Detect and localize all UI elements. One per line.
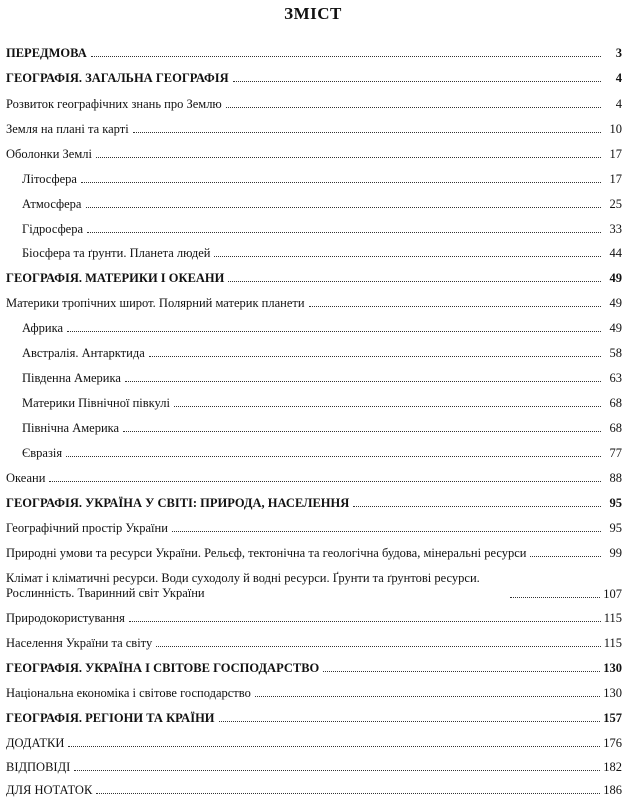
toc-entry (6, 571, 622, 601)
toc-entry-label: Материки тропічних широт. Полярний материк планети (6, 296, 305, 310)
dot-leader (133, 131, 601, 133)
toc-entry-label: Розвиток географічних знань про Землю (6, 97, 222, 111)
toc-entry-label: Євразія (22, 446, 63, 460)
toc-entry (6, 471, 622, 485)
toc-entry-label: Природні умови та ресурси України. Рельєф, тектонічна та геологічна будова, мінеральні ресурси (6, 546, 527, 560)
toc-entry (22, 172, 622, 186)
toc-entry-label: ГЕОГРАФІЯ. ЗАГАЛЬНА ГЕОГРАФІЯ (6, 71, 229, 85)
toc-entry-page: 130 (603, 661, 622, 675)
dot-leader (125, 380, 601, 382)
toc-entry (6, 122, 622, 136)
dot-leader (530, 555, 601, 557)
dot-leader (219, 720, 601, 722)
toc-entry-label: Географічний простір України (6, 521, 168, 535)
toc-entry-page: 25 (609, 197, 622, 211)
toc-entry (6, 711, 622, 725)
dot-leader (228, 280, 601, 282)
toc-entry (22, 321, 622, 335)
toc-entry-page: 130 (603, 686, 622, 700)
toc-entry-label: Національна економіка і світове господарство (6, 686, 251, 700)
toc-entry (6, 97, 622, 111)
toc-entry-page: 115 (603, 636, 622, 650)
toc-entry-page: 186 (603, 783, 622, 797)
toc-entry-label: ГЕОГРАФІЯ. МАТЕРИКИ І ОКЕАНИ (6, 271, 225, 285)
dot-leader (68, 745, 600, 747)
toc-entry-page: 17 (609, 147, 622, 161)
toc-entry (6, 636, 622, 650)
dot-leader (309, 305, 601, 307)
toc-entry-page: 77 (609, 446, 622, 460)
dot-leader (214, 255, 601, 257)
toc-entry (6, 546, 622, 560)
dot-leader (66, 455, 601, 457)
toc-entry-label: Земля на плані та карті (6, 122, 129, 136)
toc-entry-label: ПЕРЕДМОВА (6, 46, 87, 60)
toc-entry (6, 736, 622, 750)
toc-entry (22, 197, 622, 211)
toc-entry (6, 611, 622, 625)
toc-entry-label: Африка (22, 321, 64, 335)
toc-entry (6, 661, 622, 675)
toc-entry-label: Літосфера (22, 172, 77, 186)
toc-entry-page: 68 (609, 421, 622, 435)
dot-leader (87, 231, 601, 233)
toc-entry-page: 99 (609, 546, 622, 560)
dot-leader (149, 355, 601, 357)
toc-entry-page: 63 (609, 371, 622, 385)
toc-entry (6, 147, 622, 161)
toc-entry (6, 760, 622, 774)
toc-entry-label: ДЛЯ НОТАТОК (6, 783, 93, 797)
toc-entry-page: 49 (609, 296, 622, 310)
dot-leader (86, 206, 602, 208)
toc-entry-label: Біосфера та ґрунти. Планета людей (22, 246, 211, 260)
toc-entry-label: Клімат і кліматичні ресурси. Води суходолу й водні ресурси. Ґрунти та ґрунтові ресурси. Рослинність. Тваринний світ України (6, 571, 480, 600)
dot-leader (510, 596, 600, 598)
toc-entry-label: Оболонки Землі (6, 147, 92, 161)
toc-entry-page: 176 (603, 736, 622, 750)
toc-entry (22, 396, 622, 410)
dot-leader (129, 620, 601, 622)
toc-entry (22, 246, 622, 260)
toc-entry (6, 783, 622, 797)
toc-entry-page: 4 (615, 71, 622, 85)
toc-entry-page: 49 (609, 321, 622, 335)
toc-entry-label: Південна Америка (22, 371, 121, 385)
toc-entry-page: 58 (609, 346, 622, 360)
dot-leader (49, 480, 601, 482)
toc-entry-label: Океани (6, 471, 46, 485)
toc-entry-page: 3 (615, 46, 622, 60)
toc-entry-page: 44 (609, 246, 622, 260)
toc-entry-page: 49 (609, 271, 622, 285)
toc-entry (6, 271, 622, 285)
dot-leader (67, 330, 601, 332)
toc-entry-page: 33 (609, 222, 622, 236)
dot-leader (123, 430, 601, 432)
toc-entry-label: Природокористування (6, 611, 125, 625)
toc-entry-page: 17 (609, 172, 622, 186)
toc-entry (6, 521, 622, 535)
toc-entry (22, 446, 622, 460)
toc-entry-label: ГЕОГРАФІЯ. РЕГІОНИ ТА КРАЇНИ (6, 711, 215, 725)
dot-leader (323, 670, 600, 672)
toc-entry-label: Населення України та світу (6, 636, 153, 650)
toc-entry-page: 88 (609, 471, 622, 485)
toc-entry (6, 296, 622, 310)
toc-entry (22, 371, 622, 385)
toc-entry-page: 115 (603, 611, 622, 625)
dot-leader (174, 405, 601, 407)
toc-entry-page: 4 (615, 97, 622, 111)
dot-leader (156, 645, 600, 647)
toc-entry-page: 10 (609, 122, 622, 136)
dot-leader (91, 55, 601, 57)
toc-entry (22, 346, 622, 360)
toc-entry-label: Австралія. Антарктида (22, 346, 145, 360)
toc-entry-label: Гідросфера (22, 222, 84, 236)
dot-leader (74, 769, 600, 771)
toc-entry (6, 71, 622, 85)
toc-entry-label: Материки Північної півкулі (22, 396, 170, 410)
toc-entry (22, 421, 622, 435)
dot-leader (353, 505, 601, 507)
toc-entry-label: ДОДАТКИ (6, 736, 65, 750)
toc-entry-page: 107 (603, 587, 622, 601)
toc-entry-label: ВІДПОВІДІ (6, 760, 71, 774)
dot-leader (96, 156, 601, 158)
toc-entry (6, 496, 622, 510)
dot-leader (233, 80, 601, 82)
toc-entry-page: 68 (609, 396, 622, 410)
dot-leader (226, 106, 601, 108)
toc-entry-label: ГЕОГРАФІЯ. УКРАЇНА У СВІТІ: ПРИРОДА, НАСЕЛЕННЯ (6, 496, 350, 510)
toc-entry-page: 95 (609, 496, 622, 510)
dot-leader (255, 695, 600, 697)
dot-leader (81, 181, 601, 183)
toc-entry-page: 95 (609, 521, 622, 535)
toc-entry (22, 222, 622, 236)
toc-entry (6, 46, 622, 60)
page-title: ЗМІСТ (284, 4, 342, 23)
dot-leader (96, 792, 600, 794)
toc-entry-label: Атмосфера (22, 197, 82, 211)
toc-entry-page: 182 (603, 760, 622, 774)
toc-entry-label: Північна Америка (22, 421, 120, 435)
toc-entry-label: ГЕОГРАФІЯ. УКРАЇНА І СВІТОВЕ ГОСПОДАРСТВО (6, 661, 320, 675)
dot-leader (172, 530, 601, 532)
toc-entry (6, 686, 622, 700)
toc-entry-page: 157 (603, 711, 622, 725)
